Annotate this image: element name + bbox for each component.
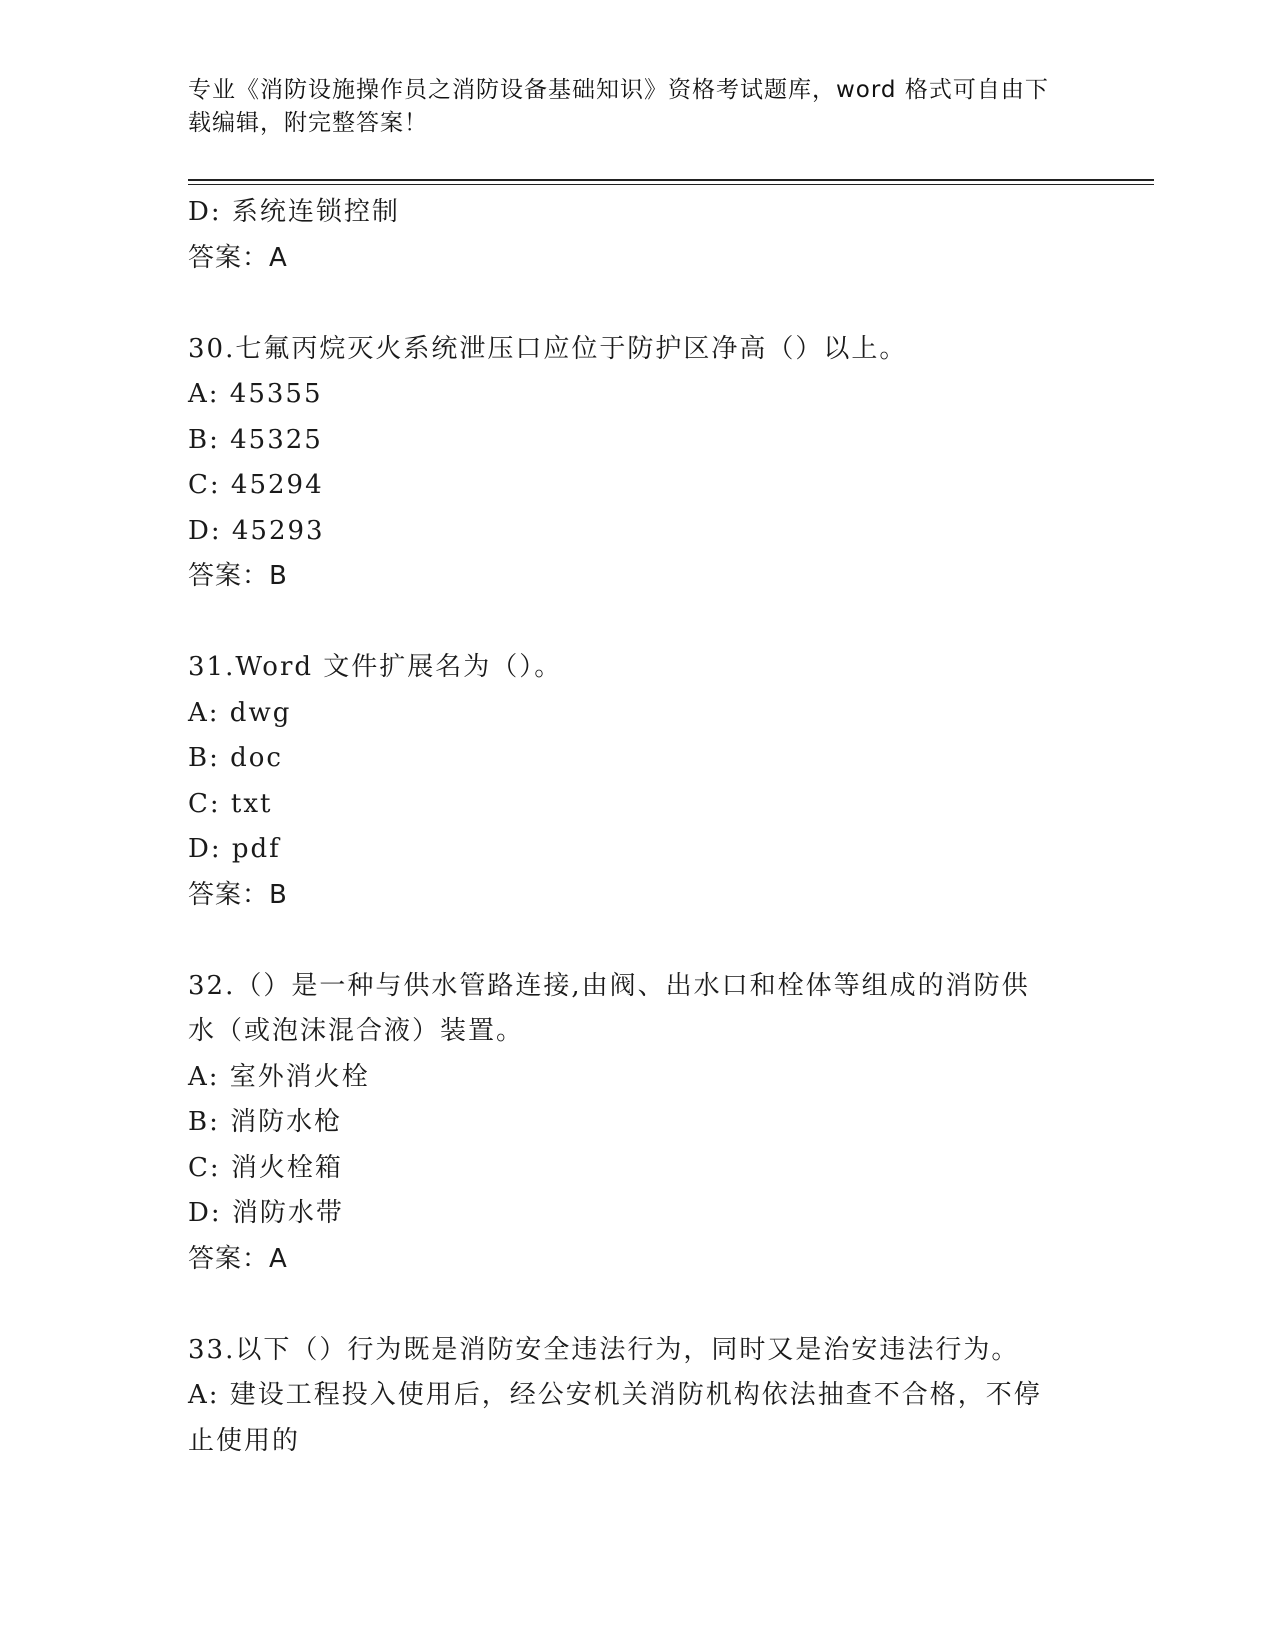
option-b: B: doc [188, 743, 283, 773]
answer: 答案：B [188, 879, 288, 910]
answer: 答案：B [188, 561, 288, 591]
question-stem-line-2: 水（或泡沫混合液）装置。 [188, 1016, 525, 1046]
option-d: D: 45293 [188, 515, 325, 546]
option-b: B: 45325 [188, 424, 323, 455]
option-c: C: 消火栓箱 [188, 1152, 343, 1183]
spacer [188, 281, 1088, 327]
option-a: A: 室外消火栓 [188, 1061, 370, 1092]
document-header [188, 74, 1068, 140]
option-b: B: 消防水枪 [188, 1107, 343, 1137]
question-stem: 30.七氟丙烷灭火系统泄压口应位于防护区净高（）以上。 [188, 333, 908, 364]
option-d: D: 消防水带 [188, 1198, 344, 1228]
question-stem: 31.Word 文件扩展名为（）。 [188, 652, 563, 682]
spacer [188, 1282, 1088, 1328]
option-d: D: pdf [188, 834, 281, 864]
question-31 [188, 645, 1088, 918]
spacer [188, 918, 1088, 964]
prev-option-d: D: 系统连锁控制 [188, 197, 400, 227]
prev-answer: 答案：A [188, 242, 288, 273]
header-divider-thick [188, 179, 1154, 181]
header-line-2: 载编辑，附完整答案！ [188, 110, 428, 136]
question-33 [188, 1328, 1088, 1465]
option-c: C: txt [188, 788, 273, 819]
option-c: C: 45294 [188, 470, 324, 500]
header-divider-thin [188, 184, 1154, 185]
answer: 答案：A [188, 1243, 288, 1274]
option-a: A: 45355 [188, 379, 323, 409]
option-a-line-1: A: 建设工程投入使用后，经公安机关消防机构依法抽查不合格，不停 [188, 1380, 1042, 1410]
question-stem-line-1: 32.（）是一种与供水管路连接,由阀、出水口和栓体等组成的消防供 [188, 970, 1030, 1001]
header-line-1: 专业《消防设施操作员之消防设备基础知识》资格考试题库，word 格式可自由下 [188, 77, 1049, 103]
option-a-line-2: 止使用的 [188, 1425, 301, 1456]
question-list [188, 190, 1088, 1464]
option-a: A: dwg [188, 697, 292, 728]
question-30 [188, 327, 1088, 600]
question-stem: 33.以下（）行为既是消防安全违法行为，同时又是治安违法行为。 [188, 1334, 1020, 1365]
spacer [188, 600, 1088, 646]
question-32 [188, 964, 1088, 1283]
